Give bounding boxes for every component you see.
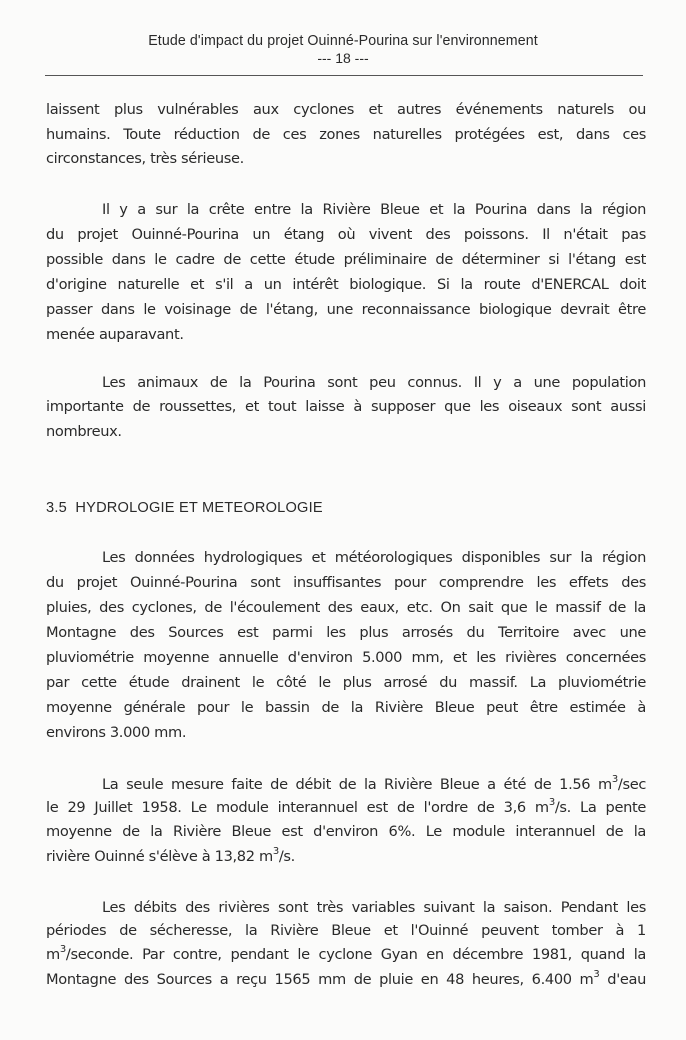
text-run: moyenne de la Rivière Bleue est d'environ 6%. Le module interannuel de la [46,823,646,840]
line-text: par cette étude drainent le côté le plus arrosé du massif. La pluviométrie [46,674,646,691]
text-run: /s. La pente [554,799,646,816]
text-line [46,944,646,966]
text-line [102,372,646,394]
line-text: laissent plus vulnérables aux cyclones et autres événements naturels ou [46,101,646,118]
line-text: Montagne des Sources est parmi les plus arrosés du Territoire avec une [46,624,646,641]
text-run: /sec [617,776,646,793]
line-text: importante de roussettes, et tout laisse à supposer que les oiseaux sont aussi [46,398,646,415]
text-line [46,969,646,991]
line-text [46,821,646,843]
text-line [46,324,646,346]
line-text: Il y a sur la crête entre la Rivière Bleue et la Pourina dans la région [102,201,646,218]
text-line [46,697,646,719]
line-text: pluies, des cyclones, de l'écoulement des eaux, etc. On sait que le massif de la [46,599,646,616]
running-header-title: Etude d'impact du projet Ouinné-Pourina sur l'environnement [148,33,538,49]
text-line [46,299,646,321]
text-run: périodes de sécheresse, la Rivière Bleue et l'Ouinné peuvent tomber à 1 [46,922,646,939]
text-run: Montagne des Sources a reçu 1565 mm de pluie en 48 heures, 6.400 m [46,971,594,988]
line-text: Les animaux de la Pourina sont peu connus. Il y a une population [102,374,646,391]
text-line [46,396,646,418]
section-heading: 3.5 HYDROLOGIE ET METEOROLOGIE [46,500,323,516]
text-line [102,774,646,796]
text-line [46,148,646,170]
superscript: 3 [611,774,618,786]
superscript: 3 [548,797,555,809]
text-line [102,199,646,221]
text-run: La seule mesure faite de débit de la Rivière Bleue a été de 1.56 m [102,776,612,793]
text-line [46,722,646,744]
text-line [46,672,646,694]
line-text [46,846,646,868]
text-line [46,274,646,296]
line-text [46,969,646,991]
text-line [46,124,646,146]
text-line [46,622,646,644]
line-text: nombreux. [46,423,122,440]
line-text: possible dans le cadre de cette étude préliminaire de déterminer si l'étang est [46,251,646,268]
text-run: d'eau [599,971,646,988]
page-number: --- 18 --- [317,50,369,66]
line-text [46,920,646,942]
text-run: le 29 Juillet 1958. Le module interannuel est de l'ordre de 3,6 m [46,799,549,816]
line-text: du projet Ouinné-Pourina sont insuffisantes pour comprendre les effets des [46,574,646,591]
text-run: rivière Ouinné s'élève à 13,82 m [46,848,273,865]
text-line [46,99,646,121]
text-line [46,249,646,271]
text-run: m [46,946,60,963]
text-line [46,920,646,942]
header-rule [45,75,643,76]
line-text: Les données hydrologiques et météorologiques disponibles sur la région [102,549,646,566]
text-line [46,821,646,843]
text-line [46,224,646,246]
line-text: menée auparavant. [46,326,184,343]
text-line [46,846,646,868]
text-line [46,797,646,819]
line-text: du projet Ouinné-Pourina un étang où vivent des poissons. Il n'était pas [46,226,646,243]
text-line [46,421,646,443]
line-text: circonstances, très sérieuse. [46,150,244,167]
line-text: passer dans le voisinage de l'étang, une reconnaissance biologique devrait être [46,301,646,318]
line-text [46,944,646,966]
text-run: Les débits des rivières sont très variables suivant la saison. Pendant les [102,899,646,916]
text-line [46,572,646,594]
line-text: pluviométrie moyenne annuelle d'environ 5.000 mm, et les rivières concernées [46,649,646,666]
line-text: moyenne générale pour le bassin de la Rivière Bleue peut être estimée à [46,699,646,716]
superscript: 3 [593,969,600,981]
line-text: environs 3.000 mm. [46,724,187,741]
text-line [102,897,646,919]
superscript: 3 [59,944,66,956]
line-text [46,797,646,819]
line-text [102,897,646,919]
line-text [102,774,646,796]
text-line [46,597,646,619]
text-run: /seconde. Par contre, pendant le cyclone Gyan en décembre 1981, quand la [65,946,646,963]
text-line [46,647,646,669]
line-text: humains. Toute réduction de ces zones naturelles protégées est, dans ces [46,126,646,143]
text-run: /s. [278,848,295,865]
text-line [102,547,646,569]
line-text: d'origine naturelle et s'il a un intérêt biologique. Si la route d'ENERCAL doit [46,276,646,293]
superscript: 3 [272,846,279,858]
